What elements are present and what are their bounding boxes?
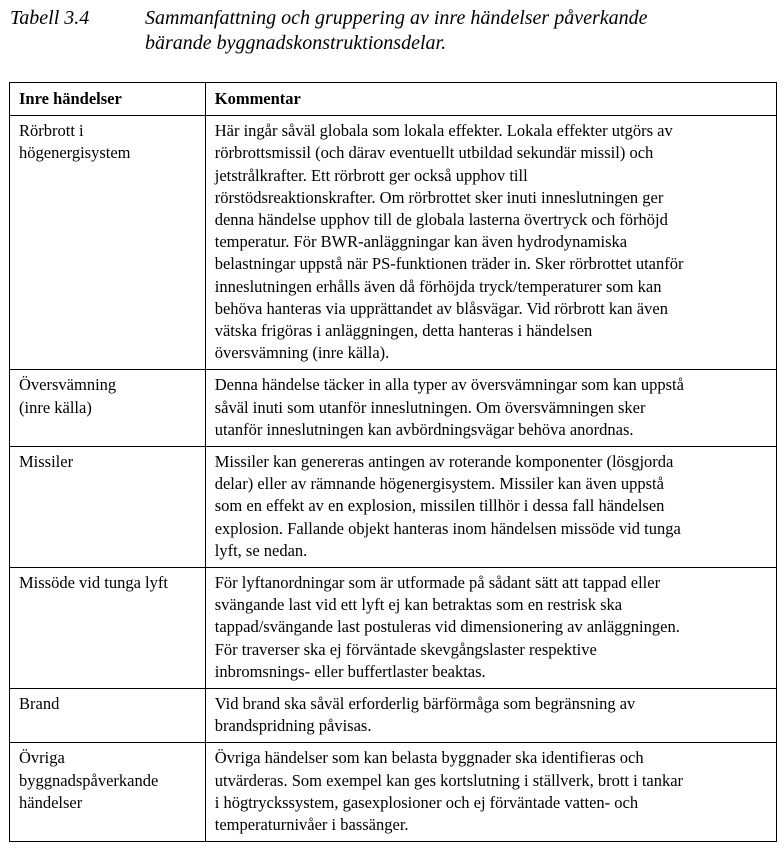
comment-line: jetstrålkrafter. Ett rörbrott ger också upphov till — [214, 165, 528, 185]
table-row — [10, 568, 777, 689]
comment-line: Denna händelse täcker in alla typer av översvämningar som kan uppstå — [214, 375, 684, 395]
event-line: Brand — [19, 694, 60, 714]
event-line: högenergisystem — [19, 143, 131, 163]
comment-line: behöva hanteras via upprättandet av blåsvägar. Vid rörbrott kan även — [214, 298, 668, 318]
table-header-row — [10, 83, 777, 116]
comment-line: explosion. Fallande objekt hanteras inom händelsen missöde vid tunga — [214, 518, 681, 538]
comment-cell — [205, 116, 776, 370]
event-line: händelser — [19, 792, 83, 812]
header-comment: Kommentar — [205, 83, 776, 116]
event-line: Övriga — [19, 748, 65, 768]
events-table — [9, 82, 777, 842]
event-cell — [10, 568, 206, 689]
event-line: Rörbrott i — [19, 121, 84, 141]
table-row — [10, 743, 777, 842]
comment-line: temperatur. För BWR-anläggningar kan även hydrodynamiska — [214, 232, 628, 252]
comment-line: inneslutningen erhålls även då förhöjda tryck/temperaturer som kan — [214, 276, 662, 296]
event-line: byggnadspåverkande — [19, 770, 159, 790]
comment-line: som en effekt av en explosion, missilen tillhör i dessa fall händelsen — [214, 496, 665, 516]
comment-line: belastningar uppstå när PS-funktionen träder in. Sker rörbrottet utanför — [214, 254, 684, 274]
table-row — [10, 447, 777, 568]
event-line: Missiler — [19, 452, 74, 472]
event-cell — [10, 689, 206, 743]
event-line: (inre källa) — [19, 397, 92, 417]
comment-line: Övriga händelser som kan belasta byggnader ska identifieras och — [214, 748, 644, 768]
comment-line: temperaturnivåer i bassänger. — [214, 815, 409, 835]
comment-line: inbromsnings- eller buffertlaster beaktas. — [214, 661, 486, 681]
comment-line: utvärderas. Som exempel kan ges kortslutning i ställverk, brott i tankar — [214, 770, 684, 790]
table-row — [10, 689, 777, 743]
table-number: Tabell 3.4 — [10, 7, 90, 29]
comment-line: i högtryckssystem, gasexplosioner och ej förväntade vatten- och — [214, 792, 639, 812]
comment-line: delar) eller av rämnande högenergisystem. Missiler kan även uppstå — [214, 474, 664, 494]
comment-line: rörstödsreaktionskrafter. Om rörbrottet sker inuti inneslutningen ger — [214, 187, 664, 207]
comment-line: rörbrottsmissil (och därav eventuellt utbildad sekundär missil) och — [214, 143, 654, 163]
comment-line: Här ingår såväl globala som lokala effekter. Lokala effekter utgörs av — [214, 121, 673, 141]
comment-line: översvämning (inre källa). — [214, 343, 390, 363]
comment-cell — [205, 743, 776, 842]
comment-line: För lyftanordningar som är utformade på sådant sätt att tappad eller — [214, 573, 661, 593]
comment-line: utanför inneslutningen kan avbördningsvägar behöva anordnas. — [214, 419, 634, 439]
table-title-line: Sammanfattning och gruppering av inre händelser påverkande — [145, 7, 648, 29]
table-title — [145, 6, 765, 56]
comment-line: Missiler kan genereras antingen av roterande komponenter (lösgjorda — [214, 452, 674, 472]
comment-cell — [205, 568, 776, 689]
comment-line: denna händelse upphov till de globala lasterna övertryck och förhöjd — [214, 210, 668, 230]
comment-cell — [205, 370, 776, 447]
event-cell — [10, 370, 206, 447]
table-title-line: bärande byggnadskonstruktionsdelar. — [145, 32, 447, 54]
comment-line: brandspridning påvisas. — [214, 716, 372, 736]
event-cell — [10, 116, 206, 370]
comment-line: Vid brand ska såväl erforderlig bärförmåga som begränsning av — [214, 694, 636, 714]
comment-line: lyft, se nedan. — [214, 540, 308, 560]
event-line: Missöde vid tunga lyft — [19, 573, 168, 593]
comment-line: För traverser ska ej förväntade skevgångslaster respektive — [214, 639, 597, 659]
header-events: Inre händelser — [10, 83, 206, 116]
comment-line: vätska frigöras i anläggningen, detta hanteras i händelsen — [214, 321, 593, 341]
event-line: Översvämning — [19, 375, 117, 395]
comment-line: tappad/svängande last postuleras vid dimensionering av anläggningen. — [214, 617, 680, 637]
event-cell — [10, 743, 206, 842]
comment-cell — [205, 447, 776, 568]
table-row — [10, 370, 777, 447]
comment-cell — [205, 689, 776, 743]
comment-line: såväl inuti som utanför inneslutningen. Om översvämningen sker — [214, 397, 646, 417]
comment-line: svängande last vid ett lyft ej kan betraktas som en restrisk ska — [214, 595, 623, 615]
event-cell — [10, 447, 206, 568]
table-row — [10, 116, 777, 370]
